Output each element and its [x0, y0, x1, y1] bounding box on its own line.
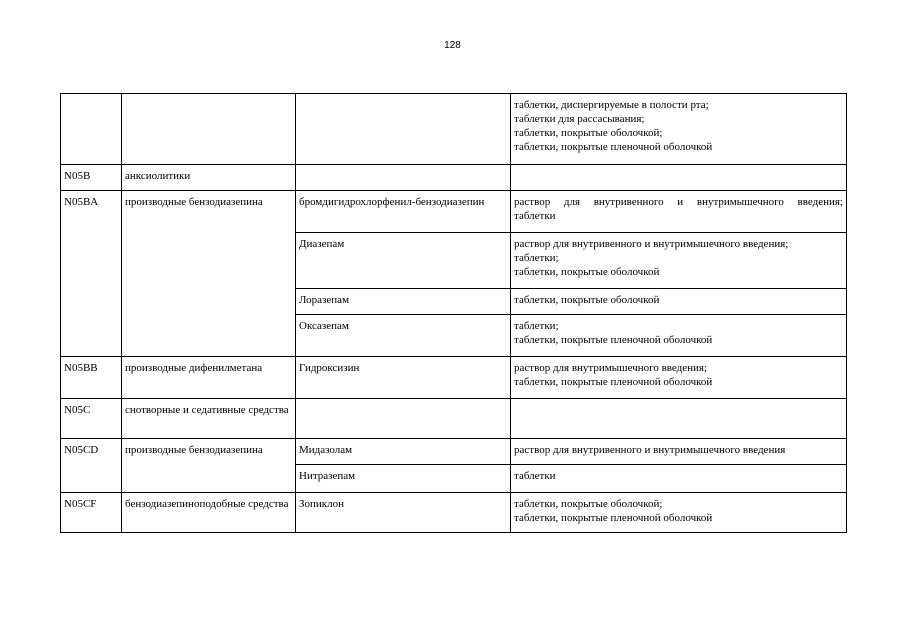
table-row — [61, 165, 847, 191]
drug-cell — [296, 191, 511, 233]
dosage-forms-cell — [511, 165, 847, 191]
drug-cell: Зопиклон — [296, 493, 511, 533]
dosage-form: таблетки — [514, 210, 556, 222]
drug-cell — [296, 94, 511, 165]
group-cell: бензодиазепиноподобные средства — [122, 493, 296, 533]
dosage-form: таблетки, покрытые пленочной оболочкой — [514, 141, 713, 153]
table-row — [61, 399, 847, 439]
dosage-forms-cell — [511, 465, 847, 493]
drug-cell: Лоразепам — [296, 289, 511, 315]
dosage-form: таблетки, покрытые пленочной оболочкой — [514, 376, 713, 388]
dosage-form: таблетки; — [514, 320, 559, 332]
dosage-form: раствор для внутримышечного введения; — [514, 362, 708, 374]
dosage-form: таблетки, покрытые оболочкой; — [514, 498, 663, 510]
dosage-forms-cell — [511, 439, 847, 465]
dosage-form: таблетки, покрытые пленочной оболочкой — [514, 512, 713, 524]
page-number: 128 — [444, 40, 461, 51]
dosage-form: раствор для внутривенного и внутримышечного введения; — [514, 196, 843, 208]
table-row — [61, 357, 847, 399]
drug-cell: Диазепам — [296, 233, 511, 289]
table-row — [61, 191, 847, 233]
dosage-forms-cell — [511, 493, 847, 533]
dosage-form: таблетки, диспергируемые в полости рта; — [514, 99, 709, 111]
atc-code-cell — [61, 94, 122, 165]
atc-code-cell: N05BA — [61, 191, 122, 357]
atc-code-cell: N05C — [61, 399, 122, 439]
dosage-forms-cell — [511, 94, 847, 165]
dosage-forms-cell — [511, 315, 847, 357]
atc-code-cell: N05CF — [61, 493, 122, 533]
atc-code-cell: N05CD — [61, 439, 122, 493]
table-row — [61, 94, 847, 165]
drug-table — [60, 93, 847, 533]
group-name: снотворные и седативные средства — [125, 404, 289, 416]
dosage-form: таблетки, покрытые пленочной оболочкой — [514, 334, 713, 346]
drug-cell — [296, 165, 511, 191]
group-cell: анксиолитики — [122, 165, 296, 191]
dosage-form: таблетки для рассасывания; — [514, 113, 645, 125]
dosage-forms-cell — [511, 357, 847, 399]
dosage-forms-cell — [511, 399, 847, 439]
group-cell: производные бензодиазепина — [122, 191, 296, 357]
dosage-form: таблетки, покрытые оболочкой — [514, 266, 660, 278]
drug-name: бромдигидрохлорфенил-бензодиазепин — [299, 196, 485, 208]
dosage-form: раствор для внутривенного и внутримышечного введения; — [514, 238, 789, 250]
atc-code-cell: N05BB — [61, 357, 122, 399]
dosage-forms-cell — [511, 233, 847, 289]
dosage-forms-cell — [511, 289, 847, 315]
group-cell: производные дифенилметана — [122, 357, 296, 399]
dosage-form: таблетки, покрытые оболочкой; — [514, 127, 663, 139]
dosage-forms-cell — [511, 191, 847, 233]
drug-cell: Оксазепам — [296, 315, 511, 357]
drug-cell: Мидазолам — [296, 439, 511, 465]
dosage-form: таблетки; — [514, 252, 559, 264]
dosage-form: раствор для внутривенного и внутримышечного введения — [514, 444, 786, 456]
dosage-form: таблетки, покрытые оболочкой — [514, 294, 660, 306]
table-row — [61, 493, 847, 533]
group-cell — [122, 399, 296, 439]
drug-cell — [296, 399, 511, 439]
drug-cell: Нитразепам — [296, 465, 511, 493]
drug-cell: Гидроксизин — [296, 357, 511, 399]
atc-code-cell: N05B — [61, 165, 122, 191]
group-cell — [122, 94, 296, 165]
table-row — [61, 439, 847, 465]
dosage-form: таблетки — [514, 470, 556, 482]
group-cell: производные бензодиазепина — [122, 439, 296, 493]
